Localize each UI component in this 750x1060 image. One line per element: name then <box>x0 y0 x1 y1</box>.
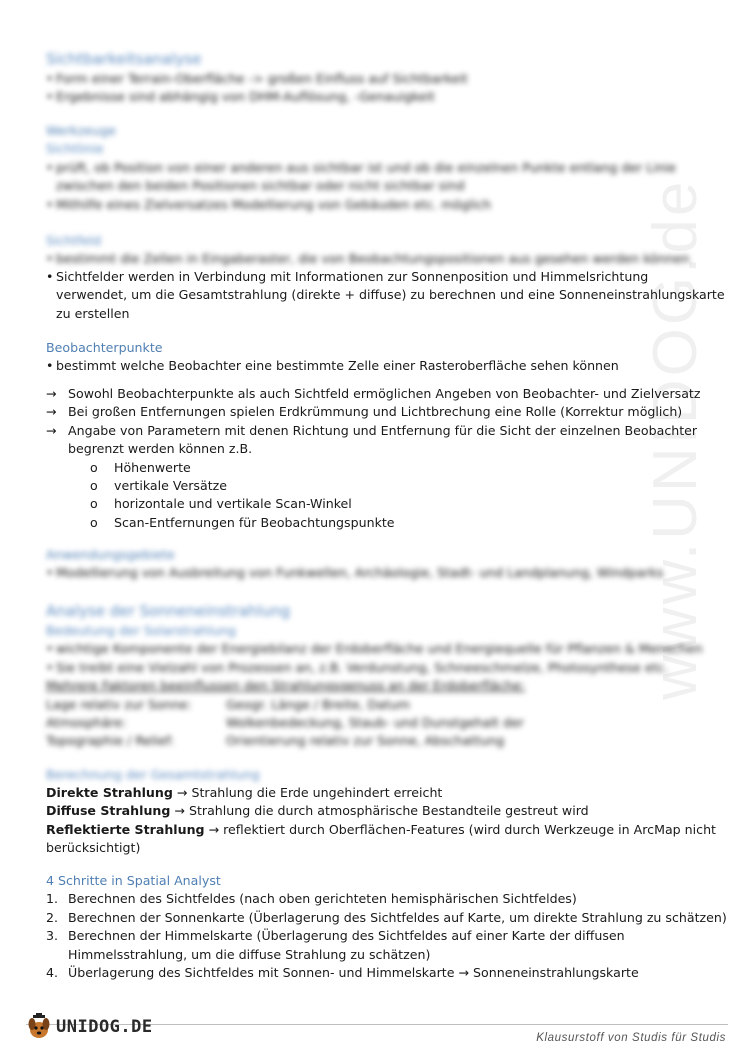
footer-logo <box>24 1012 153 1042</box>
section-schritte: 4 Schritte in Spatial Analyst 1. Berechnen des Sichtfeldes (nach oben gerichteten hemisphärischen Sichtfeldes) 2. Berechnen der Sonnenkarte (Überlagerung des Sichtfeldes auf Karte, um direkte Strahlung zu schätzen) 3. Berechnen der Himmelskarte (Überlagerung des Sichtfeldes auf einer Karte der diffusen Himmelsstrahlung, um die diffuse Strahlung zu schätzen) 4. Überlagerung des Sichtfeldes mit Sonnen- und Himmelskarte → Sonneneinstrahlungskarte <box>46 872 710 982</box>
watermark: www.UNIDOG.de <box>641 178 710 700</box>
list-item: 4. Überlagerung des Sichtfeldes mit Sonnen- und Himmelskarte → Sonneneinstrahlungskarte <box>46 965 639 981</box>
section-sichtbarkeit <box>46 48 710 107</box>
reflektierte-strahlung: Reflektierte Strahlung → reflektiert durch Oberflächen-Features (wird durch Werkzeuge in ArcMap nicht <box>46 821 716 837</box>
subsection-berechnung <box>46 766 710 784</box>
list-item: • Modellierung von Ausbreitung von Funkwellen, Archäologie, Stadt- und Landplanung, Windparks <box>46 565 664 581</box>
list-item: • wichtige Komponente der Energiebilanz der Erdoberfläche und Energiequelle für Pflanzen & Menschen <box>46 641 703 657</box>
table-row: Topographie / Relief: Orientierung relativ zur Sonne, Abschattung <box>46 733 505 749</box>
section-title: Anwendungsgebiete <box>46 547 175 562</box>
arrow-icon: → <box>46 422 57 438</box>
list-item: • bestimmt die Zellen in Eingaberaster, die von Beobachtungspositionen aus gesehen werden können <box>46 251 690 267</box>
section-title: 4 Schritte in Spatial Analyst <box>46 873 221 888</box>
list-item: 2. Berechnen der Sonnenkarte (Überlagerung des Sichtfeldes auf Karte, um direkte Strahlung zu schätzen) <box>46 909 727 925</box>
section-anwendungsgebiete <box>46 546 710 583</box>
list-item: → Angabe von Parametern mit denen Richtung und Entfernung für die Sicht der einzelnen Beobachter <box>46 422 710 440</box>
section-title: Beobachterpunkte <box>46 340 163 355</box>
table-row: Atmosphäre: Wolkenbedeckung, Staub- und Dunstgehalt der <box>46 715 524 731</box>
list-item: → Bei großen Entfernungen spielen Erdkrümmung und Lichtbrechung eine Rolle (Korrektur möglich) <box>46 403 710 421</box>
subsection-sichtfeld-blurred <box>46 232 710 269</box>
sichtfeld-visible-bullet: • Sichtfelder werden in Verbindung mit Informationen zur Sonnenposition und Himmelsrichtung verwendet, um die Gesamtstrahlung (direkte + diffuse) zu berechnen und eine Sonneneinstrahlungskarte zu erstellen <box>46 269 725 321</box>
arrow-list: → Sowohl Beobachterpunkte als auch Sichtfeld ermöglichen Angeben von Beobachter- und Zielversatz → Bei großen Entfernungen spielen Erdkrümmung und Lichtbrechung eine Rolle (Korrektur möglich) → Angabe von Parametern mit denen Richtung und Entfernung für die Sicht der einzelnen Beobachter begrenzt werden können z.B. o Höhenwerte o vertikale Versätze o horizontale und vertikale Scan-Winkel o Scan-Entfernungen für Beobachtungspunkte <box>46 385 710 532</box>
section-sonneneinstrahlung <box>46 600 710 751</box>
diffuse-strahlung: Diffuse Strahlung → Strahlung die durch atmosphärische Bestandteile gestreut wird <box>46 803 589 819</box>
direkte-strahlung: Direkte Strahlung → Strahlung die Erde ungehindert erreicht <box>46 785 443 800</box>
section-title: Werkzeuge <box>46 123 117 138</box>
list-item: • Mithilfe eines Zielversatzes Modellierung von Gebäuden etc. möglich <box>46 196 492 212</box>
dog-icon <box>24 1012 54 1042</box>
list-item: • Sie treibt eine Vielzahl von Prozessen an, z.B. Verdunstung, Schneeschmelze, Photosynthese etc. <box>46 659 669 675</box>
table-row: Lage relativ zur Sonne: Geogr. Länge / Breite, Datum <box>46 696 411 712</box>
list-item: 1. Berechnen des Sichtfeldes (nach oben gerichteten hemisphärischen Sichtfeldes) <box>46 891 577 907</box>
subsection-title: Berechnung der Gesamtstrahlung <box>46 767 260 782</box>
list-item: 3. Berechnen der Himmelskarte (Überlagerung des Sichtfeldes auf einer Karte der diffusen <box>46 928 625 944</box>
section-title: Sichtbarkeitsanalyse <box>46 50 202 68</box>
reflektierte-strahlung-cont: berücksichtigt) <box>46 840 141 856</box>
section-beobachterpunkte <box>46 339 710 376</box>
strahlung-definitions <box>46 784 716 858</box>
arrow-icon: → <box>46 404 57 420</box>
sub-list-item: o Scan-Entfernungen für Beobachtungspunkte <box>90 514 395 530</box>
section-title: Analyse der Sonneneinstrahlung <box>46 602 291 620</box>
sub-list-item: o horizontale und vertikale Scan-Winkel <box>90 496 352 512</box>
list-item: • bestimmt welche Beobachter eine bestimmte Zelle einer Rasteroberfläche sehen können <box>46 358 619 374</box>
subsection-title: Sichtfeld <box>46 233 102 248</box>
sub-list-item: o Höhenwerte <box>90 459 191 475</box>
sub-list-item: o vertikale Versätze <box>90 478 227 494</box>
arrow-icon: → <box>46 386 57 401</box>
list-item: • Ergebnisse sind abhängig von DHM-Auflösung, -Genauigkeit <box>46 89 435 105</box>
footer-tagline: Klausurstoff von Studis für Studis <box>536 1032 726 1044</box>
list-item: → Sowohl Beobachterpunkte als auch Sichtfeld ermöglichen Angeben von Beobachter- und Zielversatz <box>46 385 710 403</box>
list-item: • prüft, ob Position von einer anderen aus sichtbar ist und ob die einzelnen Punkte entlang der Linie zwischen den beiden Positionen sichtbar oder nicht sichtbar sind <box>46 159 677 194</box>
faktoren-title: Mehrere Faktoren beeinflussen den Strahlungsgenuss an der Erdoberfläche: <box>46 678 526 694</box>
subsection-title: Bedeutung der Solarstrahlung <box>46 623 236 638</box>
list-item: • Form einer Terrain-Oberfläche -> großen Einfluss auf Sichtbarkeit <box>46 71 468 86</box>
section-werkzeuge <box>46 122 710 214</box>
subsection-title: Sichtlinie <box>46 141 104 157</box>
logo-text: UNIDOG.DE <box>56 1017 153 1037</box>
